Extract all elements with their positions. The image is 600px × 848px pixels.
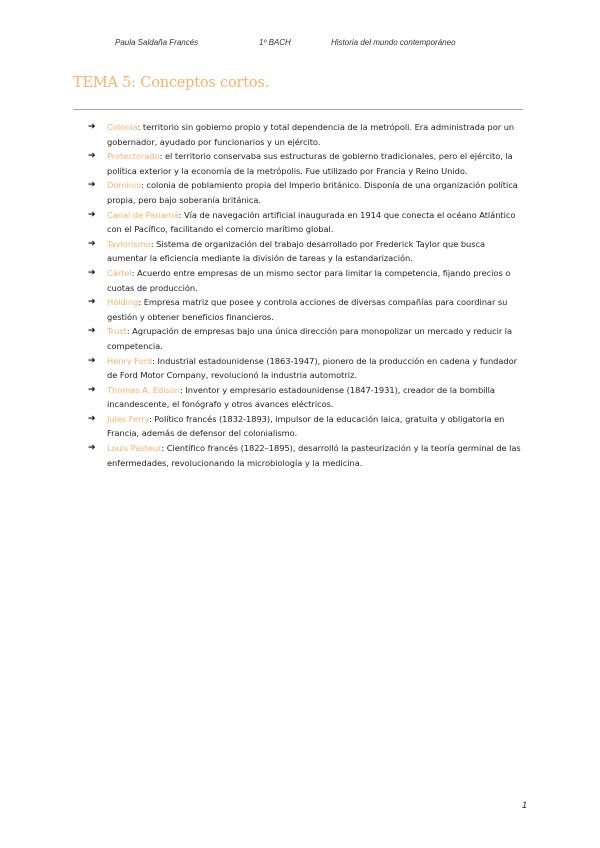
arrow-icon: ➔ [88, 267, 96, 278]
concept-term: Louis Pasteur [107, 443, 162, 454]
header-course: 1º BACH [259, 38, 291, 47]
arrow-icon: ➔ [88, 209, 96, 220]
concept-term: Taylorismo [107, 238, 151, 249]
concept-definition: : colonia de poblamiento propia del Imperio británico. Disponía de una organización política propia, pero bajo soberanía británica. [107, 180, 518, 205]
list-item [88, 208, 527, 237]
concept-term: Cártel [107, 267, 132, 278]
list-item [88, 441, 527, 470]
title-divider [73, 109, 523, 110]
concept-definition: : Sistema de organización del trabajo desarrollado por Frederick Taylor que busca aumentar la eficiencia mediante la división de tareas y la estandarización. [107, 238, 486, 264]
concept-definition: : Acuerdo entre empresas de un mismo sector para limitar la competencia, fijando precios o cuotas de producción. [107, 267, 511, 293]
arrow-icon: ➔ [88, 384, 96, 395]
arrow-icon: ➔ [88, 151, 96, 162]
concept-term: Canal de Panamá [107, 209, 179, 220]
concept-definition: : Agrupación de empresas bajo una única dirección para monopolizar un mercado y reducir la competencia. [107, 326, 513, 351]
concept-definition: : Industrial estadounidense (1863-1947), pionero de la producción en cadena y fundador de Ford Motor Company, revolucionó la industria automotriz. [107, 355, 518, 381]
concept-term: Hólding [107, 297, 139, 308]
concept-definition: : territorio sin gobierno propio y total dependencia de la metrópoli. Era administrada por un gobernador, ayudado por funcionarios y un ejército. [107, 122, 515, 147]
arrow-icon: ➔ [88, 443, 96, 454]
concept-term: Jules Ferry [107, 413, 149, 424]
concept-term: Protectorado [107, 151, 160, 162]
list-item [88, 149, 527, 178]
header-subject: Historia del mundo contemporáneo [331, 38, 456, 47]
list-item [88, 324, 527, 353]
page-header [0, 38, 600, 52]
list-item [88, 266, 527, 295]
list-item [88, 237, 527, 266]
concept-term: Colonia [107, 122, 138, 132]
concept-definition: : Inventor y empresario estadounidense (1847-1931), creador de la bombilla incandescente, el fonógrafo y otros avances eléctricos. [107, 384, 495, 410]
arrow-icon: ➔ [88, 326, 96, 337]
concept-definition: : Científico francés (1822–1895), desarrolló la pasteurización y la teoría germinal de las enfermedades, revolucionando la microbiología y la medicina. [107, 443, 521, 468]
concept-definition: : Vía de navegación artificial inaugurada en 1914 que conecta el océano Atlántico con el Pacífico, facilitando el comercio marítimo global. [107, 209, 516, 235]
concept-term: Henry Ford [107, 355, 153, 366]
list-item [88, 120, 527, 149]
concept-definition: : Político francés (1832-1893), impulsor de la educación laica, gratuita y obligatoria en Francia, además de defensor del colonialismo. [107, 413, 505, 439]
arrow-icon: ➔ [88, 413, 96, 424]
arrow-icon: ➔ [88, 180, 96, 191]
concept-definition: : el territorio conservaba sus estructuras de gobierno tradicionales, pero el ejército, la política exterior y la economía de la metrópolis. Fue utilizado por Francia y Reino Unido. [107, 151, 513, 176]
header-author: Paula Saldaña Francés [115, 38, 199, 47]
list-item [88, 412, 527, 441]
list-item [88, 354, 527, 383]
arrow-icon: ➔ [88, 122, 96, 132]
list-item [88, 295, 527, 324]
concept-term: Thomas A. Edison [107, 384, 181, 395]
arrow-icon: ➔ [88, 355, 96, 366]
list-item [88, 178, 527, 207]
concept-definition: : Empresa matriz que posee y controla acciones de diversas compañías para coordinar su gestión y obtener beneficios financieros. [107, 297, 508, 322]
arrow-icon: ➔ [88, 297, 96, 308]
page-title: TEMA 5: Conceptos cortos. [73, 75, 270, 91]
page-number: 1 [522, 800, 528, 810]
concept-term: Trust [107, 326, 127, 337]
list-item [88, 383, 527, 412]
arrow-icon: ➔ [88, 238, 96, 249]
concept-term: Dominio [107, 180, 142, 191]
concept-list [88, 120, 527, 470]
